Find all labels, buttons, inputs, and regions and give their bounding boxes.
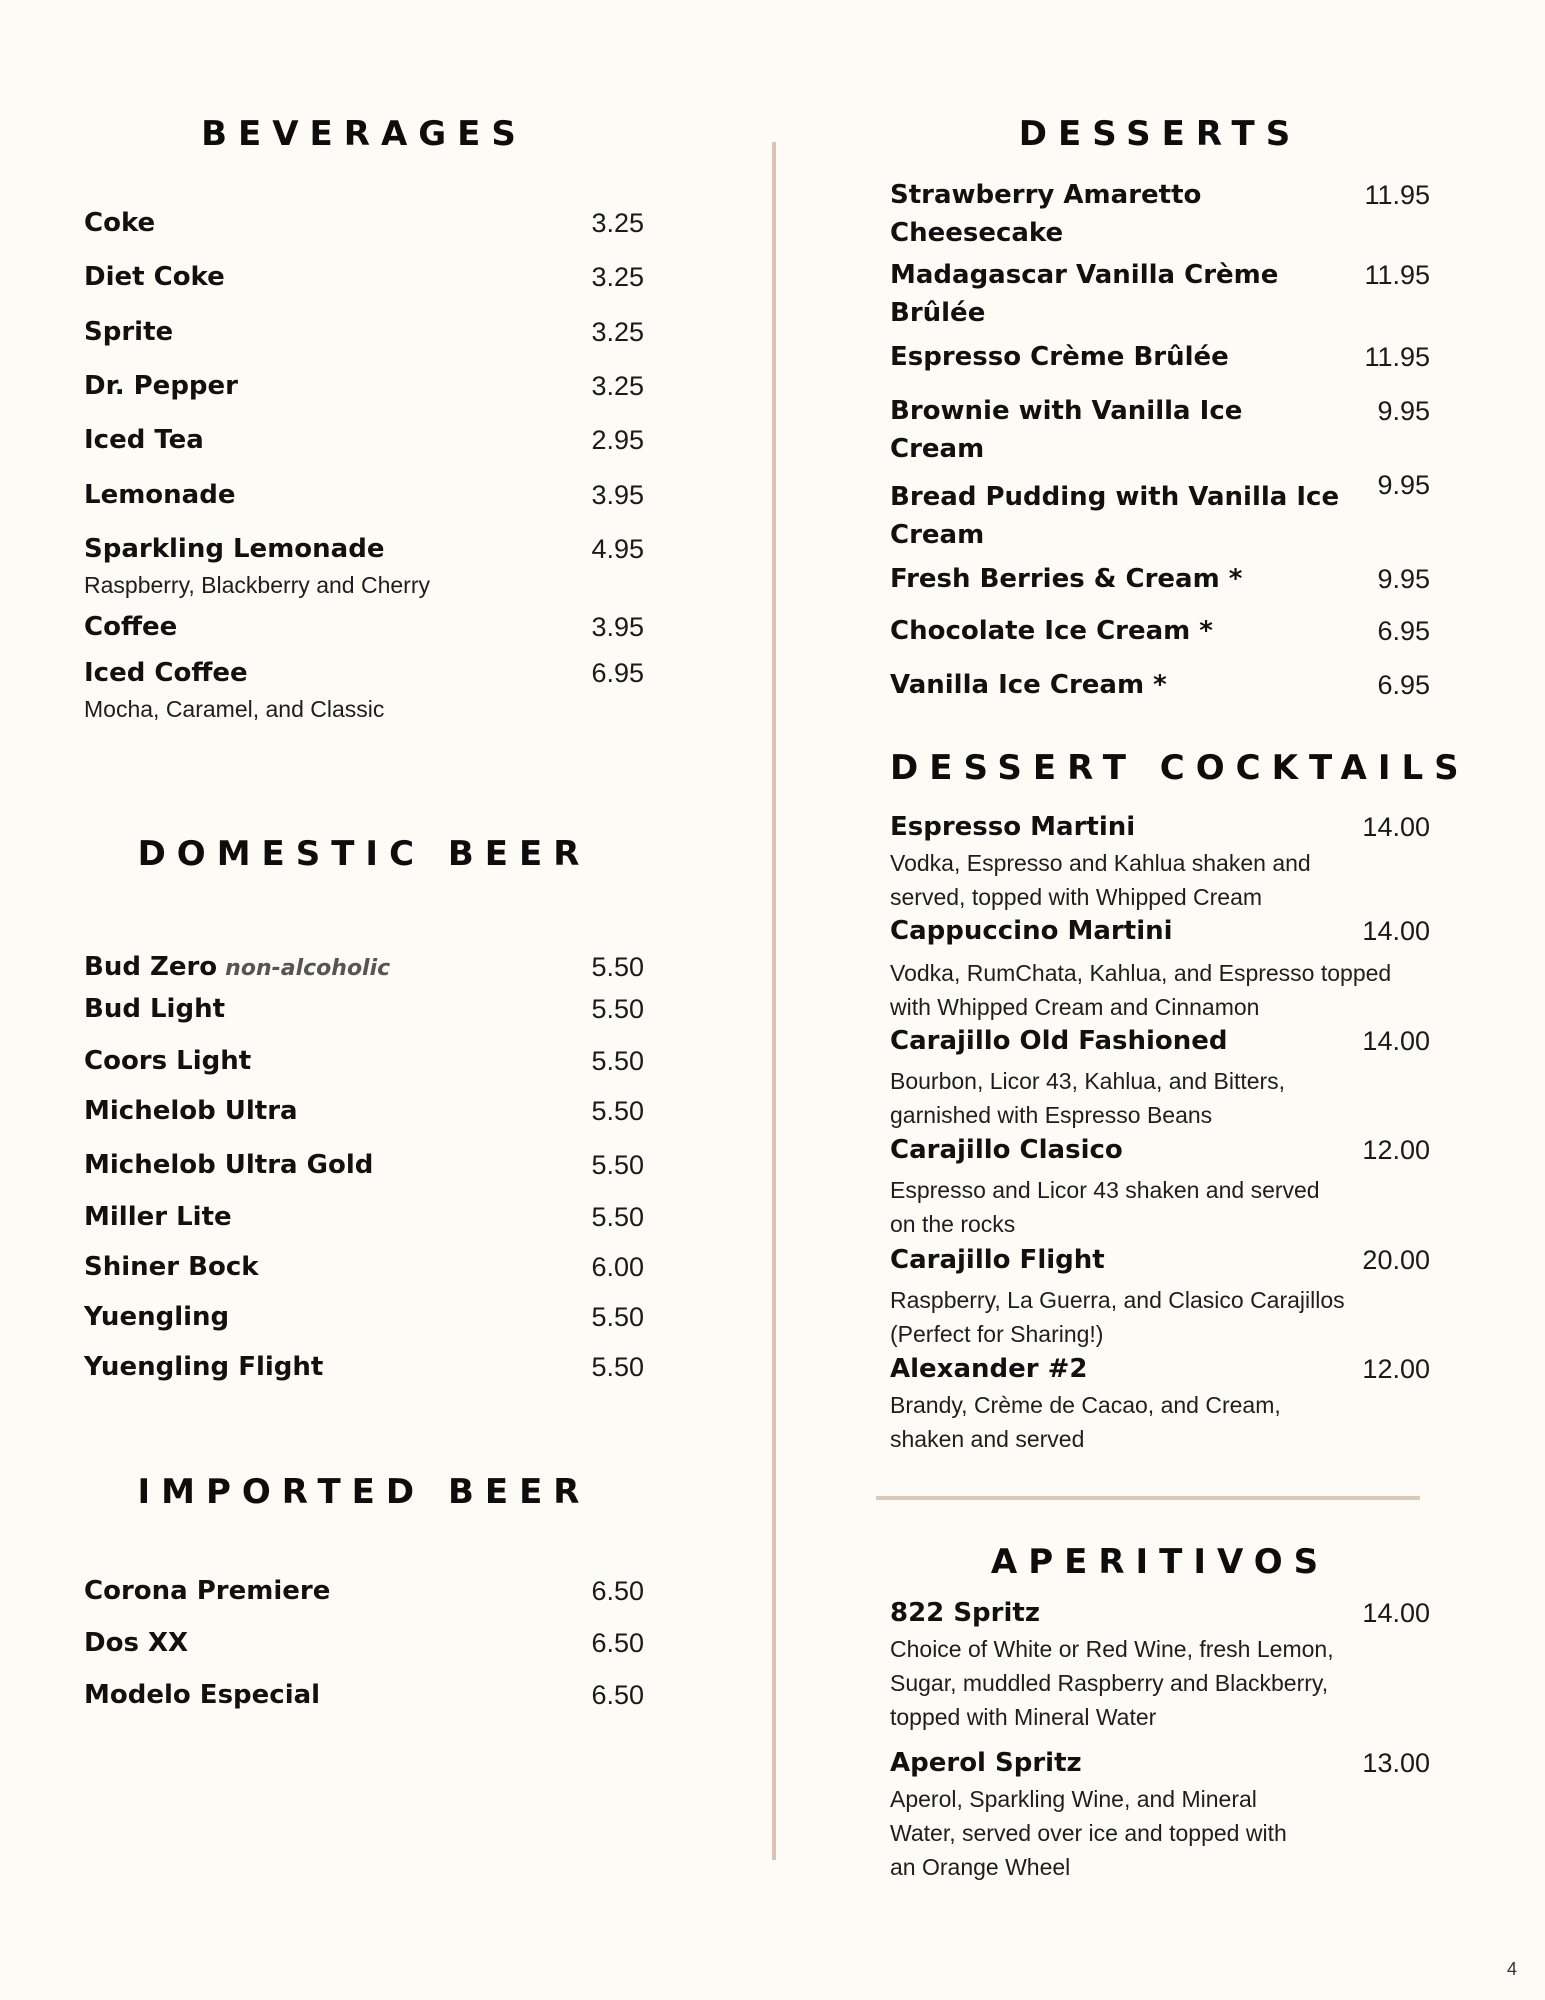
column-divider xyxy=(772,142,776,1860)
item-name: Espresso Crème Brûlée xyxy=(890,342,1229,372)
item-name: Sparkling Lemonade xyxy=(84,534,385,564)
item-description: Choice of White or Red Wine, fresh Lemon, Sugar, muddled Raspberry and Blackberry, topped with Mineral Water xyxy=(890,1636,1334,1730)
item-name: Carajillo Old Fashioned xyxy=(890,1026,1228,1056)
item-name: Brownie with Vanilla Ice Cream xyxy=(890,396,1243,464)
item-price: 5.50 xyxy=(591,1352,644,1382)
item-name: Espresso Martini xyxy=(890,812,1136,842)
dessert-cocktails-title: DESSERT COCKTAILS xyxy=(890,748,1470,788)
item-price: 14.00 xyxy=(1362,812,1430,842)
item-price: 5.50 xyxy=(591,994,644,1024)
item-price: 6.00 xyxy=(591,1252,644,1282)
item-price: 9.95 xyxy=(1377,564,1430,594)
item-price: 14.00 xyxy=(1362,1026,1430,1056)
item-name: Aperol Spritz xyxy=(890,1748,1082,1778)
item-name: Yuengling xyxy=(84,1302,230,1332)
item-description: Bourbon, Licor 43, Kahlua, and Bitters, garnished with Espresso Beans xyxy=(890,1068,1286,1128)
aperitivos-title: APERITIVOS xyxy=(990,1542,1330,1582)
item-price: 5.50 xyxy=(591,1202,644,1232)
item-price: 6.95 xyxy=(591,658,644,688)
item-name: Iced Tea xyxy=(84,425,204,455)
item-name: Chocolate Ice Cream * xyxy=(890,616,1213,646)
item-name: Carajillo Clasico xyxy=(890,1135,1123,1165)
item-name: 822 Spritz xyxy=(890,1598,1040,1628)
item-name: Strawberry Amaretto Cheesecake xyxy=(890,180,1202,248)
item-description: Aperol, Sparkling Wine, and Mineral Water, served over ice and topped with an Orange Wheel xyxy=(890,1786,1287,1880)
beverages-title: BEVERAGES xyxy=(201,114,527,154)
item-price: 20.00 xyxy=(1362,1245,1430,1275)
item-name: Corona Premiere xyxy=(84,1576,331,1606)
item-name: Fresh Berries & Cream * xyxy=(890,564,1243,594)
page-number: 4 xyxy=(1506,1959,1517,1979)
item-name: Sprite xyxy=(84,317,174,347)
item-description: Raspberry, Blackberry and Cherry xyxy=(84,572,430,598)
item-price: 14.00 xyxy=(1362,1598,1430,1628)
item-price: 13.00 xyxy=(1362,1748,1430,1778)
item-price: 5.50 xyxy=(591,1302,644,1332)
item-name: Lemonade xyxy=(84,480,236,510)
item-price: 6.50 xyxy=(591,1576,644,1606)
item-description: Espresso and Licor 43 shaken and served on the rocks xyxy=(890,1177,1320,1237)
item-price: 3.25 xyxy=(591,371,644,401)
imported-beer-title: IMPORTED BEER xyxy=(137,1472,591,1512)
item-description: Mocha, Caramel, and Classic xyxy=(84,696,385,722)
item-name: Vanilla Ice Cream * xyxy=(890,670,1167,700)
item-name: Iced Coffee xyxy=(84,658,248,688)
item-price: 3.25 xyxy=(591,262,644,292)
section-divider xyxy=(876,1496,1420,1500)
item-price: 4.95 xyxy=(591,534,644,564)
desserts-title: DESSERTS xyxy=(1018,114,1302,154)
item-name: Cappuccino Martini xyxy=(890,916,1173,946)
item-price: 11.95 xyxy=(1364,180,1430,210)
item-name: Michelob Ultra Gold xyxy=(84,1150,374,1180)
item-price: 6.50 xyxy=(591,1628,644,1658)
item-price: 2.95 xyxy=(591,425,644,455)
domestic-beer-title: DOMESTIC BEER xyxy=(137,834,591,874)
item-price: 11.95 xyxy=(1364,260,1430,290)
item-description: Vodka, RumChata, Kahlua, and Espresso topped with Whipped Cream and Cinnamon xyxy=(890,960,1392,1020)
item-price: 6.95 xyxy=(1377,616,1430,646)
item-price: 3.25 xyxy=(591,317,644,347)
item-name: Diet Coke xyxy=(84,262,225,292)
item-name: Michelob Ultra xyxy=(84,1096,298,1126)
item-name: Modelo Especial xyxy=(84,1680,321,1710)
item-name: Alexander #2 xyxy=(890,1354,1088,1384)
item-price: 6.95 xyxy=(1377,670,1430,700)
item-description: Brandy, Crème de Cacao, and Cream, shaken and served xyxy=(890,1392,1281,1452)
item-price: 5.50 xyxy=(591,1046,644,1076)
item-name: Bud Light xyxy=(84,994,226,1024)
item-name xyxy=(84,948,390,988)
item-price: 5.50 xyxy=(591,1096,644,1126)
item-name: Shiner Bock xyxy=(84,1252,259,1282)
item-description: Raspberry, La Guerra, and Clasico Carajillos (Perfect for Sharing!) xyxy=(890,1287,1345,1347)
item-price: 5.50 xyxy=(591,1150,644,1180)
item-note: non-alcoholic xyxy=(225,956,391,981)
item-price: 5.50 xyxy=(591,952,644,982)
item-name-text: Bud Zero xyxy=(84,952,218,982)
item-price: 3.95 xyxy=(591,612,644,642)
item-name: Dos XX xyxy=(84,1628,189,1658)
item-price: 9.95 xyxy=(1377,396,1430,426)
item-price: 3.25 xyxy=(591,208,644,238)
item-price: 6.50 xyxy=(591,1680,644,1710)
item-name: Coors Light xyxy=(84,1046,252,1076)
item-name: Coke xyxy=(84,208,156,238)
item-price: 14.00 xyxy=(1362,916,1430,946)
item-name: Yuengling Flight xyxy=(84,1352,324,1382)
item-description: Vodka, Espresso and Kahlua shaken and served, topped with Whipped Cream xyxy=(890,850,1311,910)
item-price: 11.95 xyxy=(1364,342,1430,372)
item-price: 12.00 xyxy=(1362,1135,1430,1165)
item-name: Coffee xyxy=(84,612,178,642)
item-price: 9.95 xyxy=(1377,470,1430,500)
item-price: 3.95 xyxy=(591,480,644,510)
item-name: Madagascar Vanilla Crème Brûlée xyxy=(890,260,1279,328)
item-name: Dr. Pepper xyxy=(84,371,238,401)
item-name: Carajillo Flight xyxy=(890,1245,1105,1275)
item-name: Bread Pudding with Vanilla Ice Cream xyxy=(890,482,1340,550)
item-price: 12.00 xyxy=(1362,1354,1430,1384)
item-name: Miller Lite xyxy=(84,1202,232,1232)
